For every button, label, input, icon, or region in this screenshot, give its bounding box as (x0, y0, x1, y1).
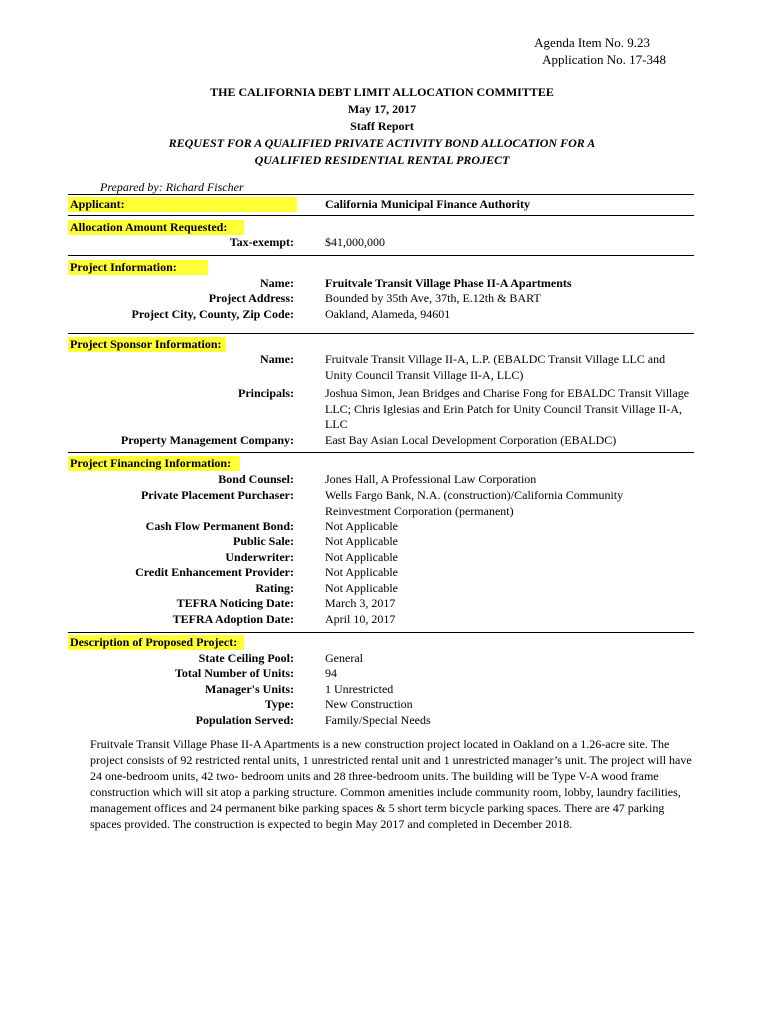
divider (68, 255, 694, 256)
description-heading: Description of Proposed Project: (70, 635, 238, 649)
principals-value: Joshua Simon, Jean Bridges and Charise Fong for EBALDC Transit Village LLC; Chris Iglesias and Erin Patch for Unity Council Transit Village II-A, LLC (325, 386, 690, 431)
project-city-value: Oakland, Alameda, 94601 (325, 307, 451, 321)
sponsor-name-value: Fruitvale Transit Village II-A, L.P. (EBALDC Transit Village LLC and Unity Council Transit Village II-A, LLC) (325, 352, 666, 382)
property-management-label: Property Management Company: (120, 433, 294, 447)
allocation-heading: Allocation Amount Requested: (70, 220, 228, 234)
request-title-line1: REQUEST FOR A QUALIFIED PRIVATE ACTIVITY BOND ALLOCATION FOR A (168, 136, 596, 150)
divider (68, 215, 694, 216)
report-header (70, 84, 694, 169)
sponsor-heading: Project Sponsor Information: (70, 337, 222, 351)
cash-flow-bond-value: Not Applicable (325, 519, 398, 533)
rating-label: Rating: (255, 581, 294, 595)
applicant-value: California Municipal Finance Authority (325, 197, 531, 211)
report-date: May 17, 2017 (347, 102, 417, 116)
application-number: Application No. 17-348 (542, 52, 666, 67)
bond-counsel-value: Jones Hall, A Professional Law Corporation (325, 472, 537, 486)
project-address-label: Project Address: (208, 291, 294, 305)
project-address-value: Bounded by 35th Ave, 37th, E.12th & BART (325, 291, 541, 305)
private-placement-label: Private Placement Purchaser: (140, 488, 294, 502)
credit-enhancement-value: Not Applicable (325, 565, 398, 579)
divider (68, 452, 694, 453)
report-type: Staff Report (350, 119, 414, 133)
property-management-value: East Bay Asian Local Development Corporation (EBALDC) (325, 433, 617, 447)
underwriter-label: Underwriter: (225, 550, 294, 564)
tax-exempt-label: Tax-exempt: (229, 235, 294, 249)
tax-exempt-value: $41,000,000 (325, 235, 385, 249)
cash-flow-bond-label: Cash Flow Permanent Bond: (145, 519, 294, 533)
tefra-adoption-value: April 10, 2017 (325, 612, 396, 626)
managers-units-label: Manager's Units: (205, 682, 294, 696)
public-sale-value: Not Applicable (325, 534, 398, 548)
type-label: Type: (264, 697, 294, 711)
applicant-heading: Applicant: (70, 197, 125, 211)
tefra-noticing-label: TEFRA Noticing Date: (176, 596, 294, 610)
agenda-item-number: Agenda Item No. 9.23 (534, 35, 651, 50)
divider (68, 194, 694, 195)
request-title-line2: QUALIFIED RESIDENTIAL RENTAL PROJECT (254, 153, 510, 167)
project-description-paragraph: Fruitvale Transit Village Phase II-A Apartments is a new construction project located in Oakland on a 1.26-acre site. The project consists of 92 restricted rental units, 1 unrestricted rental unit and 1 unrestricted manager’s unit. The project will have 24 one-bedroom units, 42 two- bedroom units and 28 three-bedroom units. The building will be Type V-A wood frame construction which will sit atop a parking structure. Common amenities include community room, lobby, laundry facilities, management offices and 24 permanent bike parking spaces & 5 short term bicycle parking spaces. There are 47 parking spaces provided. The construction is expected to begin May 2017 and completed in December 2018. (90, 737, 692, 831)
prepared-by: Prepared by: Richard Fischer (100, 180, 244, 194)
public-sale-label: Public Sale: (232, 534, 294, 548)
divider (68, 632, 694, 633)
population-served-label: Population Served: (195, 713, 294, 727)
total-units-label: Total Number of Units: (174, 666, 294, 680)
tefra-noticing-value: March 3, 2017 (325, 596, 396, 610)
underwriter-value: Not Applicable (325, 550, 398, 564)
credit-enhancement-label: Credit Enhancement Provider: (135, 565, 294, 579)
state-ceiling-pool-value: General (325, 651, 363, 665)
state-ceiling-pool-label: State Ceiling Pool: (198, 651, 294, 665)
type-value: New Construction (325, 697, 413, 711)
bond-counsel-label: Bond Counsel: (218, 472, 294, 486)
project-name-value: Fruitvale Transit Village Phase II-A Apartments (325, 276, 572, 290)
financing-heading: Project Financing Information: (70, 456, 232, 470)
sponsor-name-label: Name: (260, 352, 294, 366)
principals-label: Principals: (238, 386, 294, 400)
divider (68, 333, 694, 334)
private-placement-value: Wells Fargo Bank, N.A. (construction)/California Community Reinvestment Corporation (permanent) (325, 488, 624, 518)
tefra-adoption-label: TEFRA Adoption Date: (172, 612, 294, 626)
project-name-label: Name: (260, 276, 294, 290)
rating-value: Not Applicable (325, 581, 398, 595)
managers-units-value: 1 Unrestricted (325, 682, 394, 696)
committee-title: THE CALIFORNIA DEBT LIMIT ALLOCATION COMMITTEE (210, 85, 554, 99)
project-city-label: Project City, County, Zip Code: (131, 307, 294, 321)
agenda-block (534, 34, 666, 68)
project-info-heading: Project Information: (70, 260, 177, 274)
population-served-value: Family/Special Needs (325, 713, 431, 727)
total-units-value: 94 (325, 666, 337, 680)
